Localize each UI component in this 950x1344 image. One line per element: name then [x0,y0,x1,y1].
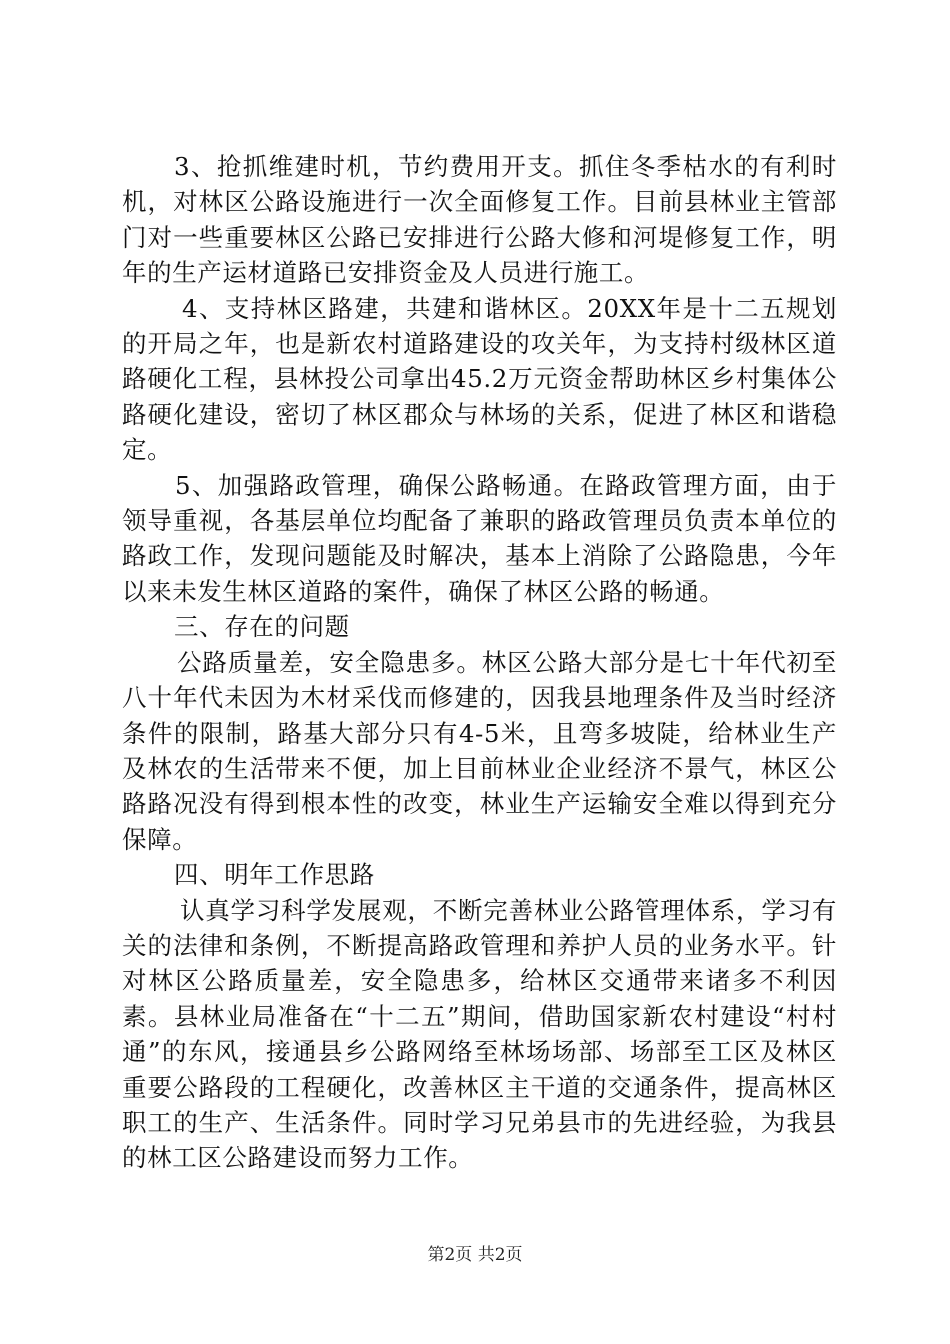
paragraph-4-road-construction: 4、支持林区路建，共建和谐林区。20XX年是十二五规划的开局之年，也是新农村道路建设的攻关年，为支持村级林区道路硬化工程，县林投公司拿出45.2万元资金帮助林区乡村集体公路硬化建设，密切了林区郡众与林场的关系，促进了林区和谐稳定。 [122,293,837,465]
section-heading-next-year: 四、明年工作思路 [174,860,375,890]
paragraph-next-year-plan: 认真学习科学发展观，不断完善林业公路管理体系，学习有关的法律和条例，不断提高路政管理和养护人员的业务水平。针对林区公路质量差，安全隐患多，给林区交通带来诸多不利因素。县林业局准备在“十二五”期间，借助国家新农村建设“村村通”的东风，接通县乡公路网络至林场场部、场部至工区及林区重要公路段的工程硬化，改善林区主干道的交通条件，提高林区职工的生产、生活条件。同时学习兄弟县市的先进经验，为我县的林工区公路建设而努力工作。 [122,895,837,1173]
section-heading-problems: 三、存在的问题 [174,612,350,642]
paragraph-3-maintenance: 3、抢抓维建时机，节约费用开支。抓住冬季枯水的有利时机，对林区公路设施进行一次全面修复工作。目前县林业主管部门对一些重要林区公路已安排进行公路大修和河堤修复工作，明年的生产运材道路已安排资金及人员进行施工。 [122,152,837,288]
paragraph-5-road-administration: 5、加强路政管理，确保公路畅通。在路政管理方面，由于领导重视，各基层单位均配备了兼职的路政管理员负责本单位的路政工作，发现问题能及时解决，基本上消除了公路隐患，今年以来未发生林区道路的案件，确保了林区公路的畅通。 [122,470,837,606]
paragraph-problems: 公路质量差，安全隐患多。林区公路大部分是七十年代初至八十年代未因为木材采伐而修建的，因我县地理条件及当时经济条件的限制，路基大部分只有4-5米，且弯多坡陡，给林业生产及林农的生活带来不便，加上目前林业企业经济不景气，林区公路路况没有得到根本性的改变，林业生产运输安全难以得到充分保障。 [122,647,837,854]
document-body [122,149,837,1176]
page-footer [0,1244,950,1266]
page-number-label: 第2页 共2页 [427,1245,523,1265]
